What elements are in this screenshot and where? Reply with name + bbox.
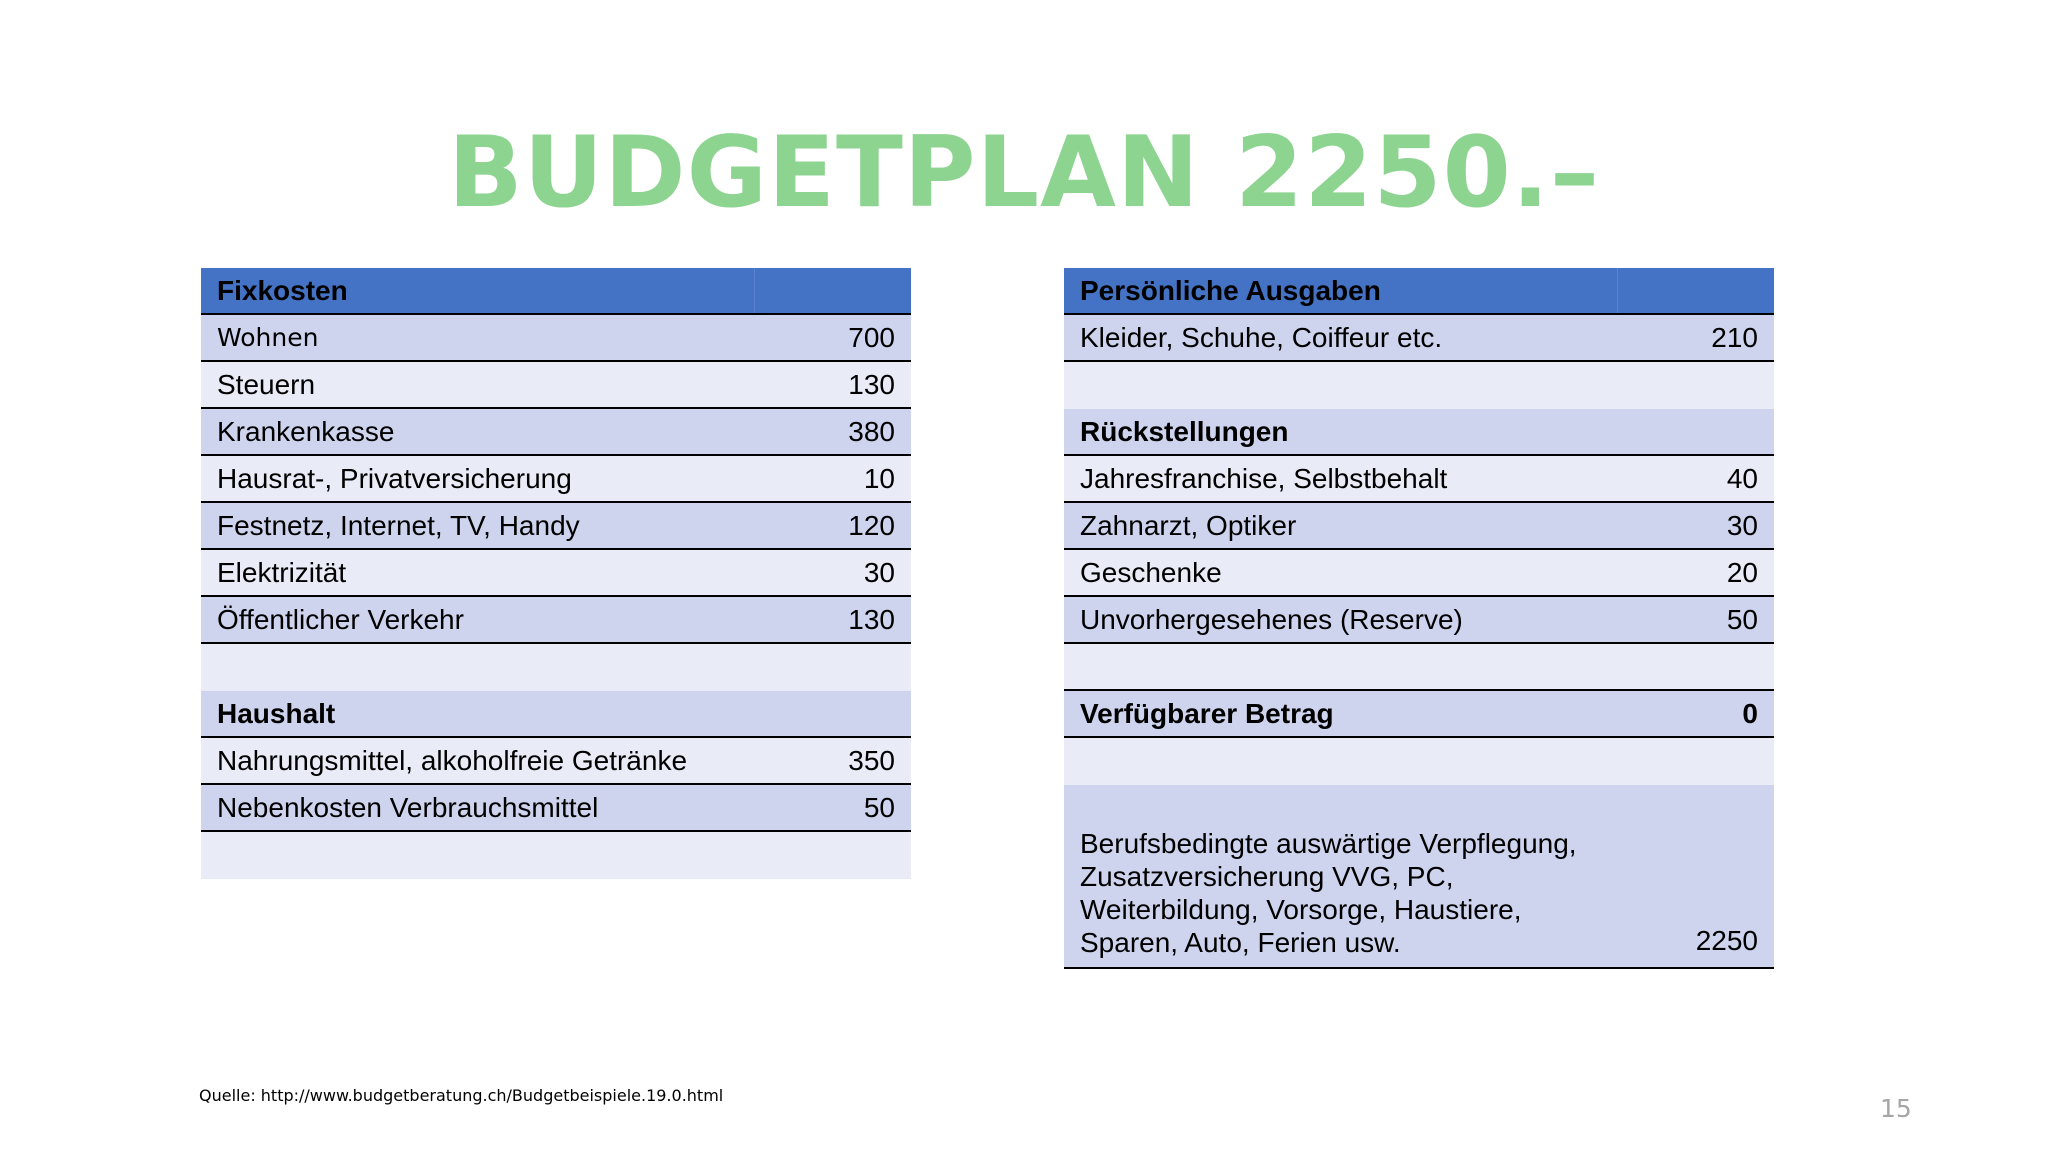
empty-row	[1064, 738, 1774, 785]
empty-row	[1064, 362, 1774, 409]
empty-cell	[755, 832, 911, 877]
header-value-cell	[1618, 268, 1774, 313]
row-value: 130	[848, 368, 895, 400]
haushalt-header: Haushalt	[217, 697, 336, 729]
table-row	[1064, 456, 1774, 503]
row-label: Nahrungsmittel, alkoholfreie Getränke	[217, 744, 688, 776]
empty-row	[201, 644, 911, 691]
table-row	[1064, 503, 1774, 550]
rueckstellungen-header: Rückstellungen	[1080, 415, 1289, 447]
persoenliche-ausgaben-header: Persönliche Ausgaben	[1064, 268, 1618, 313]
row-label: Geschenke	[1080, 556, 1222, 588]
table-row	[1064, 550, 1774, 597]
table-row	[201, 550, 911, 597]
table-row	[201, 738, 911, 785]
available-amount-value: 0	[1742, 697, 1758, 729]
empty-cell	[1618, 362, 1774, 407]
empty-cell	[1064, 738, 1618, 783]
table-header-row	[201, 268, 911, 315]
empty-cell	[201, 644, 755, 689]
page-title: BUDGETPLAN 2250.–	[447, 116, 1601, 230]
available-amount-row	[1064, 691, 1774, 738]
row-value: 120	[848, 509, 895, 541]
row-label: Kleider, Schuhe, Coiffeur etc.	[1080, 321, 1443, 353]
table-row	[201, 597, 911, 644]
table-row	[201, 315, 911, 362]
fixkosten-table	[201, 268, 911, 879]
empty-cell	[1064, 644, 1618, 689]
row-value: 350	[848, 744, 895, 776]
empty-cell	[1618, 738, 1774, 783]
empty-cell	[1618, 409, 1774, 454]
row-label: Elektrizität	[217, 556, 347, 588]
row-label: Jahresfranchise, Selbstbehalt	[1080, 462, 1448, 494]
table-row	[201, 456, 911, 503]
row-value: 380	[848, 415, 895, 447]
available-amount-label: Verfügbarer Betrag	[1080, 697, 1334, 729]
section-header-row	[201, 691, 911, 738]
fixkosten-header: Fixkosten	[201, 268, 755, 313]
table-header-row	[1064, 268, 1774, 315]
empty-row	[1064, 644, 1774, 691]
row-label: Nebenkosten Verbrauchsmittel	[217, 791, 599, 823]
row-value: 30	[1726, 509, 1758, 541]
empty-row	[201, 832, 911, 879]
row-label: Öffentlicher Verkehr	[217, 603, 464, 635]
persoenliche-ausgaben-table	[1064, 268, 1774, 969]
row-value: 700	[848, 321, 895, 353]
row-value: 30	[863, 556, 895, 588]
row-value: 210	[1711, 321, 1758, 353]
empty-cell	[755, 691, 911, 736]
table-row	[1064, 315, 1774, 362]
section-header-row	[1064, 409, 1774, 456]
source-note: Quelle: http://www.budgetberatung.ch/Budgetbeispiele.19.0.html	[199, 1086, 724, 1105]
header-value-cell	[755, 268, 911, 313]
empty-cell	[201, 832, 755, 877]
row-label: Krankenkasse	[217, 415, 395, 447]
extra-expenses-label: Berufsbedingte auswärtige Verpflegung, Zusatzversicherung VVG, PC, Weiterbildung, Vorsorge, Haustiere, Sparen, Auto, Ferien usw.	[1080, 828, 1577, 958]
row-value: 50	[1726, 603, 1758, 635]
row-label: Unvorhergesehenes (Reserve)	[1080, 603, 1463, 635]
empty-cell	[1618, 644, 1774, 689]
row-label: Festnetz, Internet, TV, Handy	[217, 509, 580, 541]
row-label: Hausrat-, Privatversicherung	[217, 462, 572, 494]
table-row	[201, 362, 911, 409]
table-row	[1064, 597, 1774, 644]
row-label: Zahnarzt, Optiker	[1080, 509, 1297, 541]
table-row	[201, 503, 911, 550]
table-row	[201, 785, 911, 832]
table-row	[201, 409, 911, 456]
empty-cell	[1064, 362, 1618, 407]
empty-cell	[755, 644, 911, 689]
extra-expenses-row	[1064, 785, 1774, 969]
row-value: 10	[863, 462, 895, 494]
row-label: Steuern	[217, 368, 316, 400]
row-value: 40	[1726, 462, 1758, 494]
row-value: 130	[848, 603, 895, 635]
row-value: 50	[863, 791, 895, 823]
page-number: 15	[1880, 1094, 1912, 1123]
row-label: Wohnen	[217, 323, 319, 352]
row-value: 20	[1726, 556, 1758, 588]
extra-expenses-value: 2250	[1695, 925, 1758, 956]
